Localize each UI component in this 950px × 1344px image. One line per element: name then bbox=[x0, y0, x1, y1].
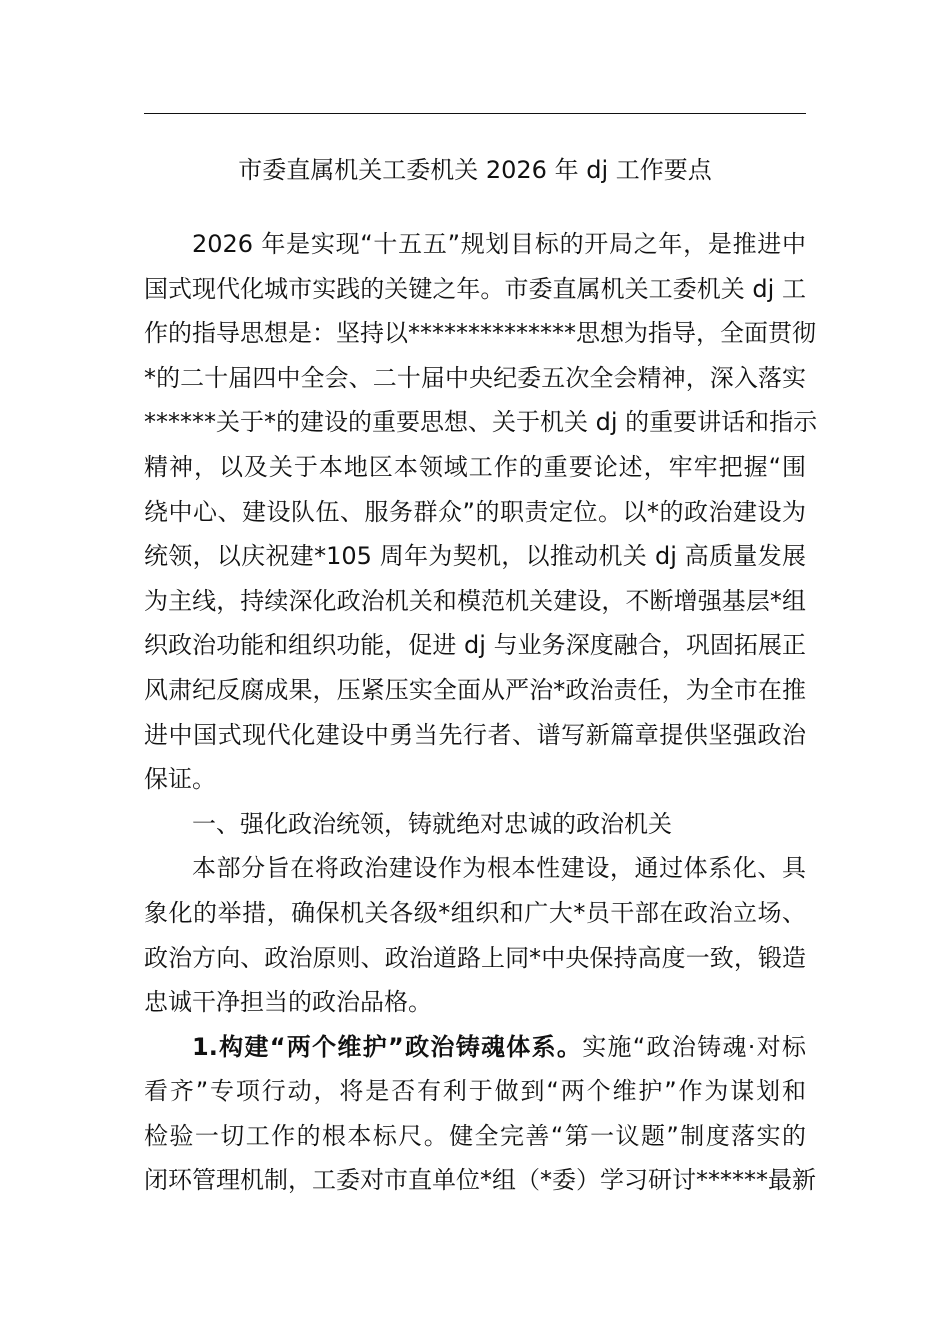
section-intro-line: 忠诚干净担当的政治品格。 bbox=[144, 988, 432, 1017]
intro-line: 绕中心、建设队伍、服务群众”的职责定位。以*的政治建设为 bbox=[144, 497, 806, 526]
intro-line: 进中国式现代化建设中勇当先行者、谱写新篇章提供坚强政治 bbox=[144, 720, 806, 749]
section-intro-line: 象化的举措，确保机关各级*组织和广大*员干部在政治立场、 bbox=[144, 898, 806, 927]
item1-line: 看齐”专项行动，将是否有利于做到“两个维护”作为谋划和 bbox=[144, 1077, 806, 1106]
item1-bold-lead: 1.构建“两个维护”政治铸魂体系。 bbox=[192, 1032, 583, 1061]
section-intro-line: 本部分旨在将政治建设作为根本性建设，通过体系化、具 bbox=[192, 854, 806, 883]
item1-first-line bbox=[144, 1025, 806, 1070]
intro-line: 2026 年是实现“十五五”规划目标的开局之年，是推进中 bbox=[192, 230, 806, 258]
intro-line: 精神，以及关于本地区本领域工作的重要论述，牢牢把握“围 bbox=[144, 452, 806, 481]
intro-line: 风肃纪反腐成果，压紧压实全面从严治*政治责任，为全市在推 bbox=[144, 675, 806, 704]
section-intro-line: 政治方向、政治原则、政治道路上同*中央保持高度一致，锻造 bbox=[144, 943, 806, 972]
document-title: 市委直属机关工委机关 2026 年 dj 工作要点 bbox=[238, 156, 712, 184]
item1-line: 检验一切工作的根本标尺。健全完善“第一议题”制度落实的 bbox=[144, 1121, 806, 1150]
intro-line: 国式现代化城市实践的关键之年。市委直属机关工委机关 dj 工 bbox=[144, 274, 806, 303]
header-rule bbox=[144, 113, 806, 114]
intro-line: ******关于*的建设的重要思想、关于机关 dj 的重要讲话和指示 bbox=[144, 408, 818, 437]
intro-line: 为主线，持续深化政治机关和模范机关建设，不断增强基层*组 bbox=[144, 586, 806, 615]
intro-line: 统领，以庆祝建*105 周年为契机，以推动机关 dj 高质量发展 bbox=[144, 542, 806, 571]
intro-line: 织政治功能和组织功能，促进 dj 与业务深度融合，巩固拓展正 bbox=[144, 631, 806, 660]
intro-line: *的二十届四中全会、二十届中央纪委五次全会精神，深入落实 bbox=[144, 363, 806, 392]
item1-line: 闭环管理机制，工委对市直单位*组（*委）学习研讨******最新 bbox=[144, 1166, 816, 1195]
intro-line: 保证。 bbox=[144, 765, 216, 794]
document-body bbox=[144, 222, 818, 1203]
item1-first-line-rest: 实施“政治铸魂·对标 bbox=[582, 1032, 806, 1061]
section-heading: 一、强化政治统领，铸就绝对忠诚的政治机关 bbox=[192, 809, 672, 838]
intro-line: 作的指导思想是：坚持以**************思想为指导，全面贯彻 bbox=[144, 319, 816, 348]
